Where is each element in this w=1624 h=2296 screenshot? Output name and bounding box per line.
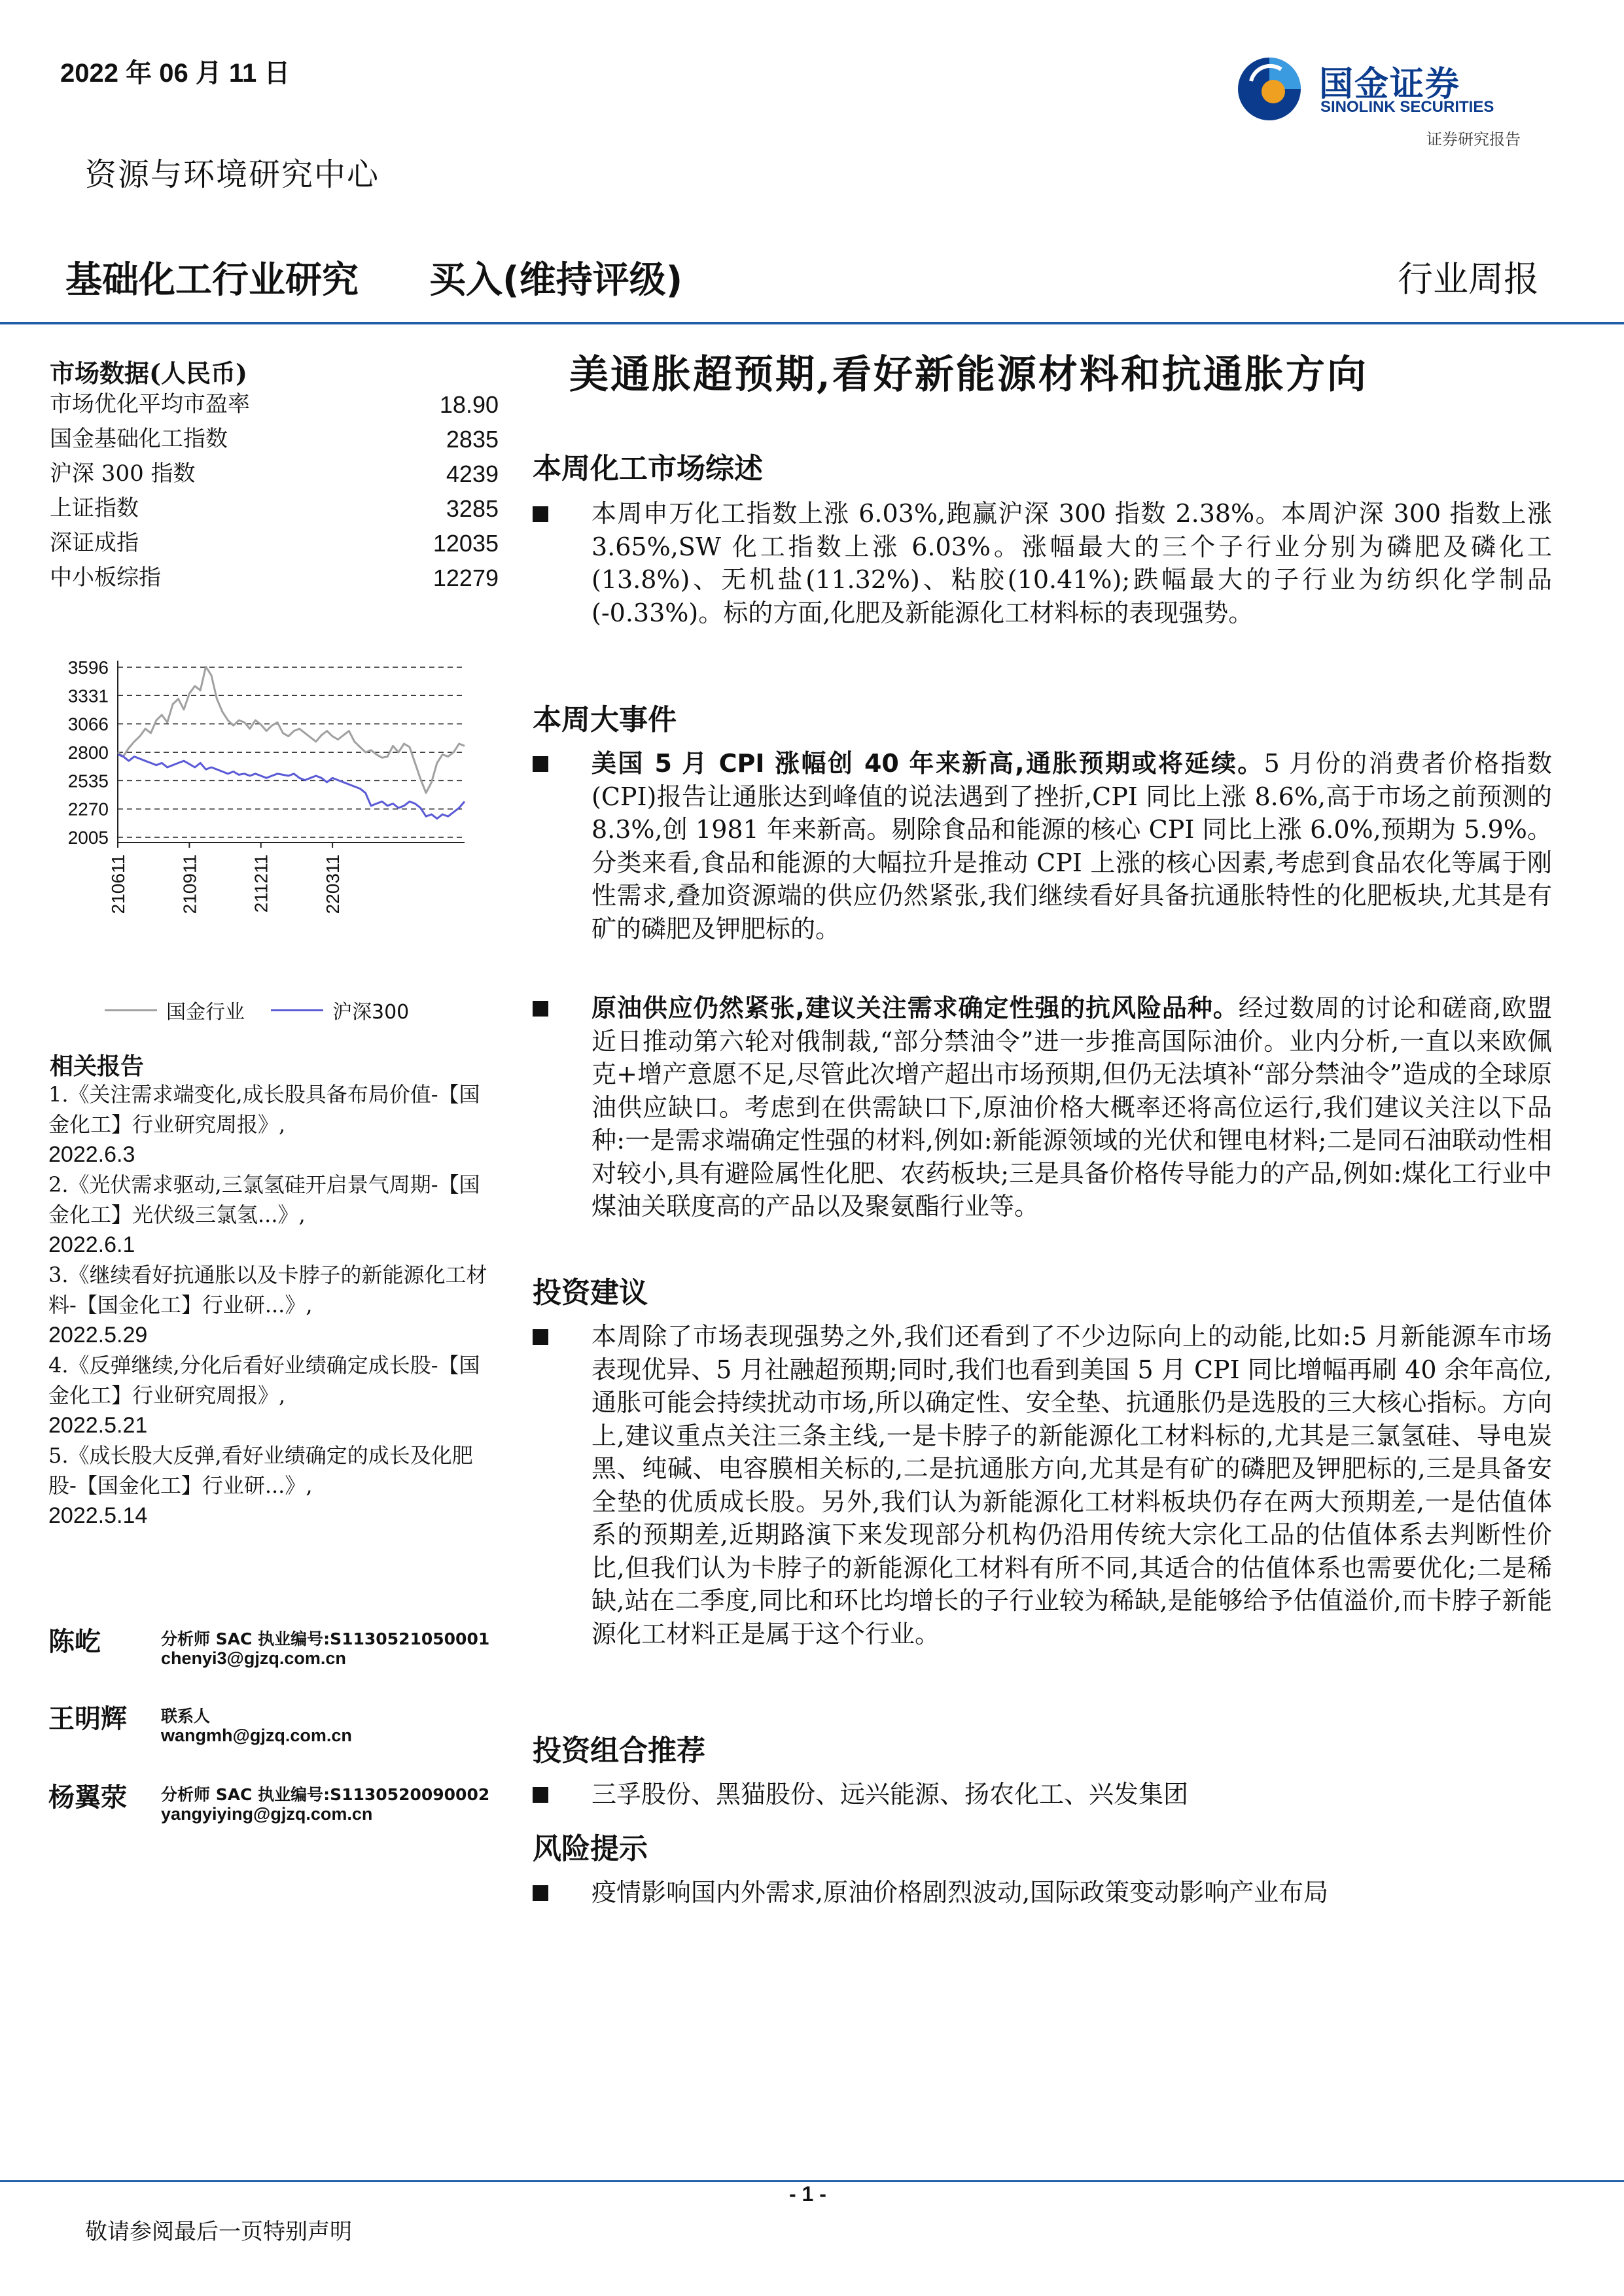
section-heading-weekly-events: 本周大事件 (533, 703, 677, 737)
legend-label: 沪深300 (332, 1001, 410, 1024)
header-divider (0, 322, 1624, 324)
report-type: 行业周报 (1398, 258, 1539, 300)
cpi-event-lead: 美国 5 月 CPI 涨幅创 40 年来新高,通胀预期或将延续。 (591, 749, 1264, 778)
market-label: 中小板综指 (50, 565, 161, 591)
analyst-credential: 联系人 (161, 1707, 211, 1726)
bullet-icon (533, 1001, 552, 1020)
market-label: 深证成指 (50, 530, 139, 556)
related-report-title: 2.《光伏需求驱动,三氯氢硅开启景气周期-【国金化工】光伏级三氯氢...》, (48, 1172, 480, 1227)
related-report[interactable] (48, 1170, 500, 1260)
related-report-title: 1.《关注需求端变化,成长股具备布局价值-【国金化工】行业研究周报》, (48, 1082, 480, 1137)
legend-label: 国金行业 (166, 1001, 245, 1024)
market-label: 上证指数 (50, 495, 139, 521)
related-report-date: 2022.6.3 (48, 1142, 135, 1167)
footer-disclaimer: 敬请参阅最后一页特别声明 (85, 2219, 352, 2245)
market-value: 12279 (432, 565, 499, 591)
research-center: 资源与环境研究中心 (85, 156, 380, 193)
analyst-name: 杨翼荥 (48, 1782, 127, 1813)
section-heading-investment-advice: 投资建议 (533, 1276, 648, 1310)
analyst-credential: 分析师 SAC 执业编号:S1130520090002 (161, 1785, 490, 1804)
bullet-icon (533, 1787, 552, 1807)
analyst-email[interactable]: wangmh@gjzq.com.cn (161, 1726, 352, 1745)
analyst-credential: 分析师 SAC 执业编号:S1130521050001 (161, 1629, 490, 1648)
bullet-icon (533, 1329, 552, 1349)
oil-event-lead: 原油供应仍然紧张,建议关注需求确定性强的抗风险品种。 (591, 994, 1239, 1022)
related-report-date: 2022.5.29 (48, 1323, 148, 1348)
related-report-title: 5.《成长股大反弹,看好业绩确定的成长及化肥股-【国金化工】行业研...》, (48, 1443, 473, 1498)
market-label: 国金基础化工指数 (50, 426, 228, 452)
market-label: 市场优化平均市盈率 (50, 391, 250, 417)
y-tick-label: 2535 (67, 771, 109, 791)
market-value: 3285 (446, 495, 499, 522)
bullet-icon (533, 506, 552, 526)
legend-swatch-industry (105, 1009, 157, 1011)
legend-swatch-hs300 (271, 1009, 323, 1011)
market-value: 18.90 (439, 391, 499, 418)
page-number: - 1 - (789, 2182, 826, 2206)
logo-name-en: SINOLINK SECURITIES (1320, 98, 1494, 116)
related-report-date: 2022.5.21 (48, 1413, 148, 1438)
y-tick-label: 2800 (67, 742, 109, 763)
bullet-icon (533, 756, 552, 776)
section-heading-risk: 风险提示 (533, 1832, 648, 1866)
analyst-name: 王明辉 (48, 1703, 127, 1734)
industry-title: 基础化工行业研究 (65, 259, 359, 302)
y-tick-label: 3596 (67, 657, 109, 678)
portfolio-paragraph: 三孚股份、黑猫股份、远兴能源、扬农化工、兴发集团 (591, 1780, 1189, 1809)
oil-event-paragraph (591, 992, 1552, 1223)
investment-advice-paragraph: 本周除了市场表现强势之外,我们还看到了不少边际向上的动能,比如:5 月新能源车市场表现优异、5 月社融超预期;同时,我们也看到美国 5 月 CPI 同比增幅再刷 40 余年高位,通胀可能会持续扰动市场,所以确定性、安全垫、抗通胀仍是选股的三大核心指标。方向上,建议重点关注三条主线,一是卡脖子的新能源化工材料标的,尤其是三氯氢硅、导电炭黑、纯碱、电容膜相关标的,二是抗通胀方向,尤其是有矿的磷肥及钾肥标的,三是具备安全垫的优质成长股。另外,我们认为新能源化工材料板块仍存在两大预期差,一是估值体系的预期差,近期路演下来发现部分机构仍沿用传统大宗化工品的估值体系去判断性价比,但我们认为卡脖子的新能源化工材料有所不同,其适合的估值体系也需要优化;二是稀缺,站在二季度,同比和环比均增长的子行业较为稀缺,是能够给予估值溢价,而卡脖子新能源化工材料正是属于这个行业。 (591, 1322, 1552, 1648)
market-row (50, 457, 499, 491)
related-report[interactable] (48, 1350, 500, 1440)
x-tick-label: 220311 (323, 854, 344, 914)
legend-item (105, 996, 245, 1024)
related-report-date: 2022.5.14 (48, 1503, 148, 1528)
related-report-date: 2022.6.1 (48, 1232, 135, 1257)
market-value: 4239 (446, 461, 499, 487)
section-heading-market-review: 本周化工市场综述 (533, 452, 763, 485)
logo-name-cn: 国金证券 (1319, 65, 1461, 104)
report-date: 2022 年 06 月 11 日 (60, 59, 291, 88)
y-tick-label: 2005 (67, 827, 109, 848)
related-report[interactable] (48, 1079, 500, 1170)
y-tick-label: 3331 (67, 686, 109, 706)
index-line-chart (39, 641, 471, 1034)
market-data-title: 市场数据(人民币) (50, 358, 247, 388)
related-report[interactable] (48, 1260, 500, 1350)
section-heading-portfolio: 投资组合推荐 (533, 1734, 705, 1767)
market-label: 沪深 300 指数 (50, 461, 196, 487)
market-row (50, 422, 499, 457)
market-row (50, 561, 499, 595)
x-tick-label: 211211 (251, 854, 272, 913)
y-tick-label: 2270 (67, 799, 109, 820)
bullet-icon (533, 1885, 552, 1905)
oil-event-body: 经过数周的讨论和磋商,欧盟近日推动第六轮对俄制裁,“部分禁油令”进一步推高国际油价。业内分析,一直以来欧佩克+增产意愿不足,尽管此次增产超出市场预期,但仍无法填补“部分禁油令”造成的全球原油供应缺口。考虑到在供需缺口下,原油价格大概率还将高位运行,我们建议关注以下品种:一是需求端确定性强的材料,例如:新能源领域的光伏和锂电材料;二是同石油联动性相对较小,具有避险属性化肥、农药板块;三是具备价格传导能力的产品,例如:煤化工行业中煤油关联度高的产品以及聚氨酯行业等。 (591, 994, 1552, 1221)
analyst-email[interactable]: chenyi3@gjzq.com.cn (161, 1648, 346, 1668)
rating-label: 买入(维持评级) (429, 259, 683, 302)
x-tick-label: 210911 (179, 854, 200, 914)
y-tick-label: 3066 (67, 714, 109, 735)
market-row (50, 526, 499, 561)
market-data-table (50, 387, 499, 595)
sinolink-logo-icon (1235, 55, 1309, 123)
related-report-title: 4.《反弹继续,分化后看好业绩确定成长股-【国金化工】行业研究周报》, (48, 1353, 480, 1408)
market-review-paragraph: 本周申万化工指数上涨 6.03%,跑赢沪深 300 指数 2.38%。本周沪深 300 指数上涨 3.65%,SW 化工指数上涨 6.03%。涨幅最大的三个子行业分别为磷肥及磷化工(13.8%)、无机盐(11.32%)、粘胶(10.41%);跌幅最大的子行业为纺织化学制品(-0.33%)。标的方面,化肥及新能源化工材料标的表现强势。 (591, 499, 1552, 627)
analyst-name: 陈屹 (48, 1626, 101, 1657)
market-value: 12035 (432, 530, 499, 557)
related-report-title: 3.《继续看好抗通胀以及卡脖子的新能源化工材料-【国金化工】行业研...》, (48, 1262, 487, 1317)
market-row (50, 387, 499, 422)
market-row (50, 491, 499, 526)
risk-paragraph: 疫情影响国内外需求,原油价格剧烈波动,国际政策变动影响产业布局 (591, 1878, 1329, 1907)
analyst-email[interactable]: yangyiying@gjzq.com.cn (161, 1804, 373, 1824)
related-report[interactable] (48, 1440, 500, 1531)
cpi-event-body: 5 月份的消费者价格指数(CPI)报告让通胀达到峰值的说法遇到了挫折,CPI 同比上涨 8.6%,高于市场之前预测的 8.3%,创 1981 年来新高。剔除食品和能源的核心 CPI 同比上涨 6.0%,预期为 5.9%。分类来看,食品和能源的大幅拉升是推动 CPI 上涨的核心因素,考虑到食品农化等属于刚性需求,叠加资源端的供应仍然紧张,我们继续看好具备抗通胀特性的化肥板块,尤其是有矿的磷肥及钾肥标的。 (591, 749, 1553, 943)
logo-subtitle: 证券研究报告 (1426, 130, 1521, 148)
cpi-event-paragraph (591, 747, 1552, 945)
report-main-title: 美通胀超预期,看好新能源材料和抗通胀方向 (569, 352, 1368, 398)
x-tick-label: 210611 (108, 854, 128, 914)
related-reports-list (48, 1079, 500, 1531)
legend-item (271, 996, 409, 1024)
related-reports-title: 相关报告 (50, 1053, 145, 1080)
chart-legend (105, 996, 435, 1024)
market-value: 2835 (446, 426, 499, 453)
